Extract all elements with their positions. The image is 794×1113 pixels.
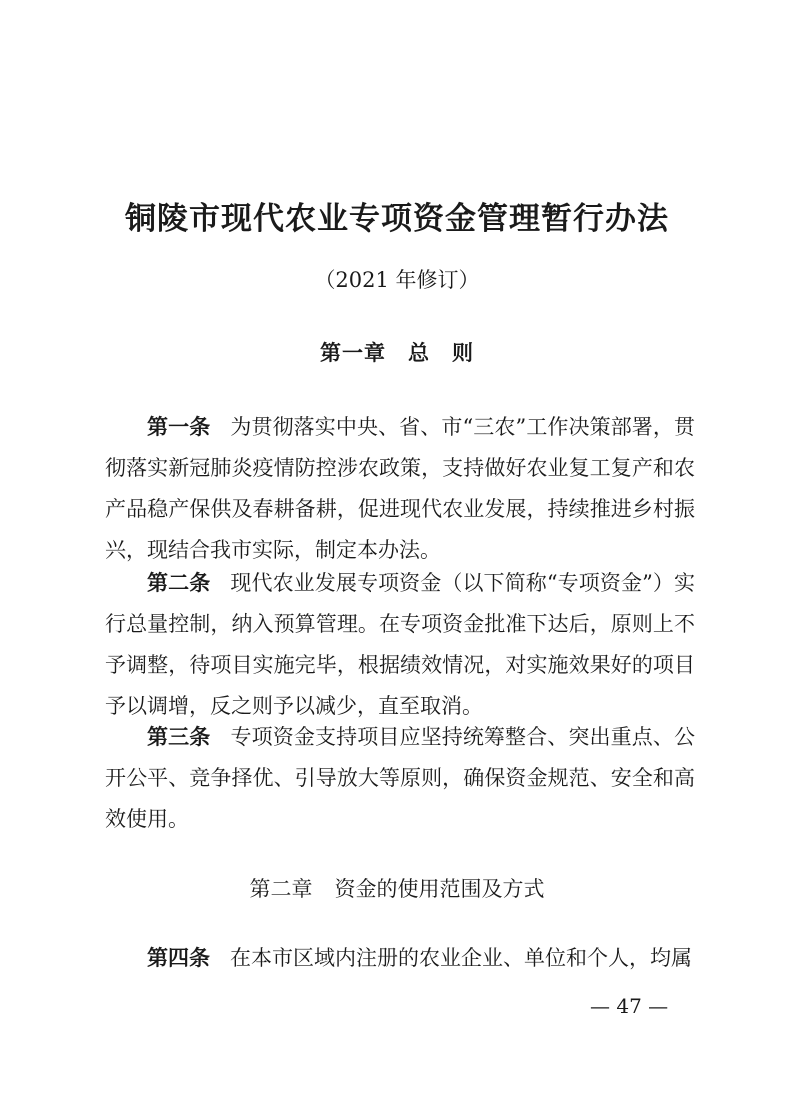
article-text: 专项资金支持项目应坚持统筹整合、突出重点、公开公平、竞争择优、引导放大等原则，确保资金规范、安全和高效使用。 — [105, 725, 696, 831]
article-label: 第四条 — [147, 946, 210, 970]
article-2 — [105, 563, 695, 727]
chapter-heading-1 — [0, 337, 794, 367]
article-label: 第一条 — [147, 415, 211, 439]
page-number: — 47 — — [590, 994, 669, 1018]
article-4 — [105, 938, 695, 979]
chapter-name: 资金的使用范围及方式 — [334, 877, 545, 901]
article-text: 为贯彻落实中央、省、市“三农”工作决策部署，贯彻落实新冠肺炎疫情防控涉农政策，支持做好农业复工复产和农产品稳产保供及春耕备耕，促进现代农业发展，持续推进乡村振兴，现结合我市实际，制定本办法。 — [105, 415, 695, 562]
article-3 — [105, 717, 695, 840]
chapter-number: 第一章 — [320, 341, 386, 365]
chapter-heading-2 — [0, 873, 794, 903]
article-label: 第二条 — [147, 571, 211, 595]
article-text: 在本市区域内注册的农业企业、单位和个人，均属 — [230, 946, 692, 970]
document-title: 铜陵市现代农业专项资金管理暂行办法 — [125, 201, 669, 237]
document-subtitle: （2021 年修订） — [314, 268, 480, 292]
article-label: 第三条 — [147, 725, 211, 749]
chapter-name: 总 则 — [408, 341, 474, 365]
chapter-number: 第二章 — [249, 877, 313, 901]
article-text: 现代农业发展专项资金（以下简称“专项资金”）实行总量控制，纳入预算管理。在专项资金批准下达后，原则上不予调整，待项目实施完毕，根据绩效情况，对实施效果好的项目予以调增，反之则予以减少，直至取消。 — [105, 571, 695, 718]
article-1 — [105, 407, 695, 571]
